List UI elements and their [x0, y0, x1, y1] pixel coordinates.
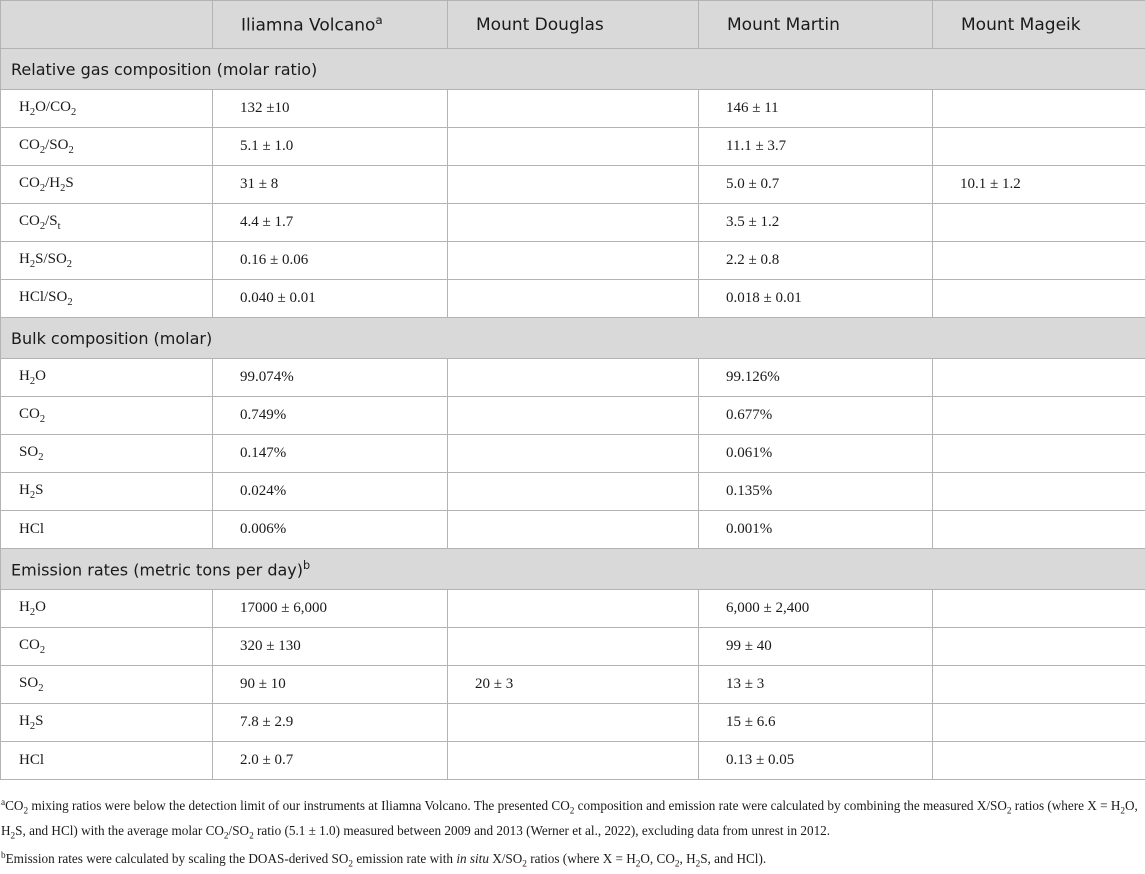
table-cell [448, 397, 699, 435]
table-row [1, 473, 1145, 511]
table-row [1, 359, 1145, 397]
table-cell [933, 590, 1145, 628]
row-label: $CO_2/SO_2$ [1, 128, 213, 166]
table-cell: 15 ± 6.6 [699, 704, 933, 742]
table-cell: 0.006% [213, 511, 448, 549]
table-cell [448, 511, 699, 549]
table-cell [933, 435, 1145, 473]
table-cell: 0.001% [699, 511, 933, 549]
table-cell: 10.1 ± 1.2 [933, 166, 1145, 204]
row-label: HCl/$SO_2$ [1, 280, 213, 318]
table-cell [448, 166, 699, 204]
row-label: $H_2O$ [1, 590, 213, 628]
table-row [1, 666, 1145, 704]
table-cell: 99.126% [699, 359, 933, 397]
table-row [1, 397, 1145, 435]
table-row [1, 742, 1145, 780]
table-cell [448, 204, 699, 242]
table-cell: 17000 ± 6,000 [213, 590, 448, 628]
section-title: Bulk composition (molar) [1, 318, 1145, 359]
table-cell: 0.040 ± 0.01 [213, 280, 448, 318]
row-label: $H_2S$ [1, 704, 213, 742]
row-label: HCl [1, 742, 213, 780]
table-cell: 11.1 ± 3.7 [699, 128, 933, 166]
row-label: $CO_2/H_2S$ [1, 166, 213, 204]
header-mount-douglas: Mount Douglas [448, 1, 699, 49]
section-title: Emission rates (metric tons per day)$^b$ [1, 549, 1145, 590]
section-title: Relative gas composition (molar ratio) [1, 49, 1145, 90]
row-label: $H_2S/SO_2$ [1, 242, 213, 280]
table-cell: 0.13 ± 0.05 [699, 742, 933, 780]
table-cell: 31 ± 8 [213, 166, 448, 204]
table-row [1, 90, 1145, 128]
header-label: Iliamna Volcano [241, 16, 375, 36]
table-row [1, 435, 1145, 473]
table-cell [933, 473, 1145, 511]
table-cell: 6,000 ± 2,400 [699, 590, 933, 628]
table-cell [933, 128, 1145, 166]
table-row [1, 590, 1145, 628]
footnote-a: $^aCO_2$ mixing ratios were below the detection limit of our instruments at Iliamna Volcano. The presented $CO_2$ composition and emission rate were calculated by combining the measured $X/SO_2$ ratios (where $X = H_2O$, $H_2S$, and HCl) with the average molar $CO_2/SO_2$ ratio (5.1 ± 1.0) measured between 2009 and 2013 (Werner et al., 2022), excluding data from unrest in 2012. [1, 793, 1141, 846]
table-row [1, 204, 1145, 242]
table-body [1, 49, 1145, 780]
row-label: $H_2O/CO_2$ [1, 90, 213, 128]
row-label: $H_2O$ [1, 359, 213, 397]
table-cell [933, 511, 1145, 549]
table-cell [933, 90, 1145, 128]
table-cell [933, 280, 1145, 318]
table-cell: 0.061% [699, 435, 933, 473]
table-cell [448, 242, 699, 280]
table-cell [448, 359, 699, 397]
table-cell: 0.024% [213, 473, 448, 511]
table-cell: 99 ± 40 [699, 628, 933, 666]
table-cell [933, 397, 1145, 435]
table-cell [933, 742, 1145, 780]
table-cell: 20 ± 3 [448, 666, 699, 704]
table-cell: 2.0 ± 0.7 [213, 742, 448, 780]
table-cell [448, 435, 699, 473]
table-cell [933, 359, 1145, 397]
table-cell: 90 ± 10 [213, 666, 448, 704]
table-cell: 5.0 ± 0.7 [699, 166, 933, 204]
table-cell [448, 280, 699, 318]
table-cell: 0.749% [213, 397, 448, 435]
table-cell: 99.074% [213, 359, 448, 397]
table-cell: 0.16 ± 0.06 [213, 242, 448, 280]
table-row [1, 628, 1145, 666]
table-cell [933, 704, 1145, 742]
table-cell [933, 666, 1145, 704]
row-label: $CO_2$ [1, 628, 213, 666]
table-cell [448, 473, 699, 511]
table-cell [933, 242, 1145, 280]
table-cell [933, 628, 1145, 666]
footnote-marker-b: b [303, 559, 310, 572]
table-cell: 0.147% [213, 435, 448, 473]
footnote-b: $^b$Emission rates were calculated by scaling the DOAS-derived $SO_2$ emission rate with in situ $X/SO_2$ ratios (where $X = H_2O$, $CO_2$, $H_2S$, and HCl). [1, 846, 1141, 874]
row-label: $CO_2$ [1, 397, 213, 435]
row-label: $H_2S$ [1, 473, 213, 511]
table-row [1, 242, 1145, 280]
table-cell: 13 ± 3 [699, 666, 933, 704]
section-header-row [1, 549, 1145, 590]
section-header-row [1, 49, 1145, 90]
table-cell: 0.018 ± 0.01 [699, 280, 933, 318]
table-cell [448, 704, 699, 742]
table-cell: 7.8 ± 2.9 [213, 704, 448, 742]
section-header-row [1, 318, 1145, 359]
header-mount-martin: Mount Martin [699, 1, 933, 49]
header-row [1, 1, 1145, 49]
table-row [1, 511, 1145, 549]
table-cell: 5.1 ± 1.0 [213, 128, 448, 166]
footnotes [1, 793, 1141, 874]
header-iliamna-volcano [213, 1, 448, 49]
header-mount-mageik: Mount Mageik [933, 1, 1145, 49]
table-cell [933, 204, 1145, 242]
row-label: HCl [1, 511, 213, 549]
table-cell: 2.2 ± 0.8 [699, 242, 933, 280]
table-cell: 132 ±10 [213, 90, 448, 128]
row-label: $SO_2$ [1, 666, 213, 704]
footnote-marker-a: a [375, 13, 382, 27]
footnote-a-text: $CO_2$ mixing ratios were below the detection limit of our instruments at Iliamna Volcano. The presented $CO_2$ composition and emission rate were calculated by combining the measured $X/SO_2$ ratios (where $X = H_2O$, $H_2S$, and HCl) with the average molar $CO_2/SO_2$ ratio (5.1 ± 1.0) measured between 2009 and 2013 (Werner et al., 2022), excluding data from unrest in 2012. [1, 798, 1138, 838]
table-cell [448, 742, 699, 780]
row-label: $CO_2/S_t$ [1, 204, 213, 242]
table-row [1, 704, 1145, 742]
table-cell: 320 ± 130 [213, 628, 448, 666]
table-cell: 3.5 ± 1.2 [699, 204, 933, 242]
table-cell: 146 ± 11 [699, 90, 933, 128]
table-row [1, 280, 1145, 318]
table-cell [448, 628, 699, 666]
row-label: $SO_2$ [1, 435, 213, 473]
table-cell: 4.4 ± 1.7 [213, 204, 448, 242]
header-empty [1, 1, 213, 49]
table-cell [448, 128, 699, 166]
table-cell: 0.135% [699, 473, 933, 511]
table-row [1, 166, 1145, 204]
table-cell: 0.677% [699, 397, 933, 435]
table-cell [448, 590, 699, 628]
table-row [1, 128, 1145, 166]
footnote-b-text: Emission rates were calculated by scaling the DOAS-derived $SO_2$ emission rate with in situ $X/SO_2$ ratios (where $X = H_2O$, $CO_2$, $H_2S$, and HCl). [6, 851, 767, 866]
table-cell [448, 90, 699, 128]
